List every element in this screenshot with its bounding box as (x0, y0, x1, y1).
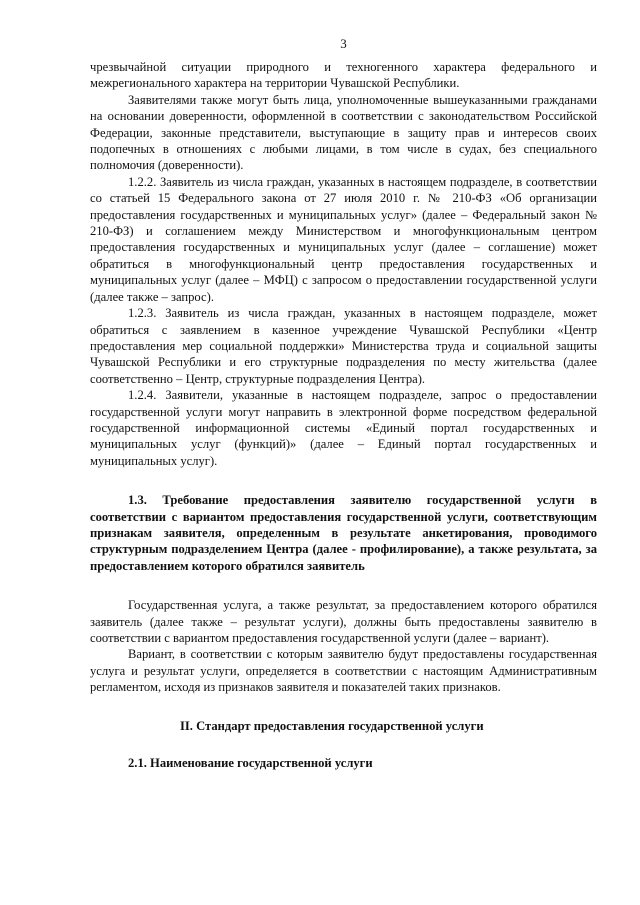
document-page (90, 36, 597, 771)
paragraph-1-2-2: 1.2.2. Заявитель из числа граждан, указанных в настоящем подразделе, в соответствии со статьей 15 Федерального закона от 27 июля 2010 г. № 210-ФЗ «Об организации предоставления государственных и муниципальных услуг» (далее – Федеральный закон № 210-ФЗ) и соглашением между Министерством и многофункциональным центром предоставления государственных и муниципальных услуг (далее – соглашение) может обратиться в многофункциональный центр предоставления государственных и муниципальных услуг (далее – МФЦ) с запросом о предоставлении государственной услуги (далее также – запрос). (90, 174, 597, 304)
paragraph-1-2-4: 1.2.4. Заявители, указанные в настоящем подразделе, запрос о предоставлении государственной услуги могут направить в электронной форме посредством федеральной государственной информационной системы «Единый портал государственных и муниципальных услуг (функций)» (далее – Единый портал государственных и муниципальных услуг). (90, 388, 597, 468)
paragraph-authorized-persons: Заявителями также могут быть лица, уполномоченные вышеуказанными гражданами на основании доверенности, оформленной в соответствии с законодательством Российской Федерации, законные представители, выступающие в защиту прав и интересов своих подопечных в отношениях с любыми лицами, в том числе в судах, без специального полномочия (доверенности). (90, 92, 597, 173)
page-number: 3 (340, 36, 347, 51)
paragraph-1-2-3: 1.2.3. Заявитель из числа граждан, указанных в настоящем подразделе, может обратиться с заявлением в казенное учреждение Чувашской Республики «Центр предоставления мер социальной поддержки» Министерства труда и социальной защиты Чувашской Республики и его структурные подразделения по месту жительства (далее соответственно – Центр, структурные подразделения Центра). (90, 306, 597, 386)
paragraph-variant: Вариант, в соответствии с которым заявителю будут предоставлены государственная услуга и результат услуги, определяется в соответствии с настоящим Административным регламентом, исходя из признаков заявителя и показателей таких признаков. (90, 647, 597, 695)
section-heading-2-1: 2.1. Наименование государственной услуги (128, 756, 373, 771)
paragraph-emergency-situation: чрезвычайной ситуации природного и техногенного характера федерального и межрегионального характера на территории Чувашской Республики. (90, 60, 597, 91)
section-heading-1-3: 1.3. Требование предоставления заявителю государственной услуги в соответствии с вариантом предоставления государственной услуги, соответствующим признакам заявителя, определенным в результате анкетирования, проводимого структурным подразделением Центра (далее - профилирование), а также результата, за предоставлением которого обратился заявитель (90, 493, 597, 573)
chapter-heading-2: II. Стандарт предоставления государственной услуги (180, 718, 484, 733)
paragraph-service-result: Государственная услуга, а также результат, за предоставлением которого обратился заявитель (далее также – результат услуги), должны быть предоставлены заявителю в соответствии с вариантом предоставления государственной услуги (далее – вариант). (90, 598, 597, 645)
